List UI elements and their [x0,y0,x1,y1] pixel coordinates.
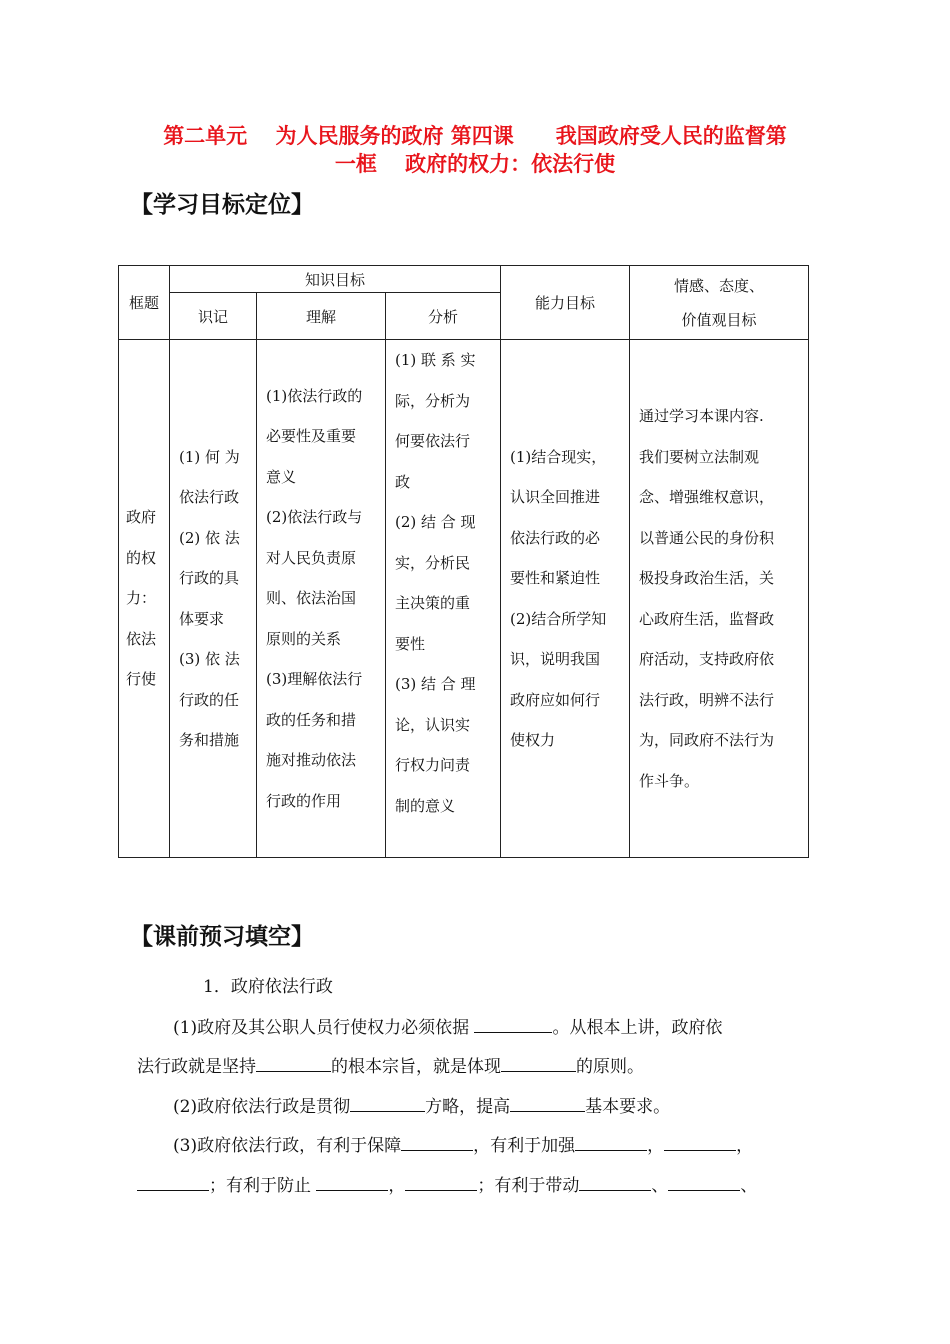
cell-line: 务和措施 [179,731,240,749]
cell-line: 政府 [126,508,157,527]
cell-line: 念、增强维权意识， [639,488,775,506]
cell-line: 以普通公民的身份积 [639,528,775,547]
cell-line: (1)结合现实， [510,447,607,466]
cell-line: (1)依法行政的 [266,386,363,405]
text-run: 、 [740,1176,758,1196]
cell-line: 实，分析民 [395,553,471,572]
cell-line: (2) 结 合 现 [395,513,476,531]
cell-line: 府活动，支持政府依 [639,650,775,668]
header-knowledge: 知识目标 [170,266,501,293]
cell-line: 的权 [126,548,157,567]
analyze-cell [386,340,501,858]
cell-line: (3) 依 法 [179,650,240,668]
text-run: 基本要求。 [585,1097,671,1117]
ability-cell [501,340,630,858]
cell-line: 行政的任 [179,690,240,709]
title-line-2: 一框 政府的权力：依法行使 [334,152,616,176]
emotion-cell [630,340,809,858]
ability-lines [501,437,629,761]
text-run: 的根本宗旨，就是体现 [331,1057,501,1077]
cell-line: 行使 [126,670,157,689]
preview-paragraph-5 [137,1172,757,1198]
cell-line: 极投身政治生活，关 [639,569,775,587]
preview-paragraph-4 [173,1132,753,1158]
cell-line: 政 [395,472,411,491]
cell-line: 法行政，明辨不法行 [639,690,775,709]
fill-blank[interactable] [664,1132,736,1151]
text-run: 的原则。 [576,1057,644,1077]
text-run: 方略，提高 [425,1097,511,1117]
header-memory: 识记 [170,293,257,340]
text-run: 、 [651,1176,669,1196]
header-understand: 理解 [257,293,386,340]
fill-blank[interactable] [579,1172,651,1191]
fill-blank[interactable] [510,1093,585,1112]
text-run: ；有利于防止 [209,1176,317,1196]
text-run: 。从根本上讲，政府依 [552,1018,723,1038]
cell-line: (2)结合所学知 [510,609,607,628]
cell-line: 政的任务和措 [266,710,357,729]
fill-blank[interactable] [501,1053,576,1072]
cell-line: 依法行政 [179,488,240,506]
cell-line: (2)依法行政与 [266,508,363,527]
fill-blank[interactable] [137,1172,209,1191]
preview-paragraph-2 [137,1053,644,1079]
cell-line: 依法行政的必 [510,528,601,547]
cell-line: (2) 依 法 [179,528,240,547]
cell-line: 主决策的重 [395,594,471,612]
text-run: ， [388,1176,406,1196]
cell-line: 体要求 [179,609,225,628]
cell-line: 制的意义 [395,796,456,815]
cell-line: 我们要树立法制观 [639,447,760,466]
section-heading-preview: 【课前预习填空】 [130,924,314,950]
header-analyze: 分析 [386,293,501,340]
cell-line: 行政的具 [179,569,240,587]
fill-blank[interactable] [474,1014,552,1033]
text-run: ， [736,1136,754,1156]
cell-line: 心政府生活，监督政 [639,609,775,628]
cell-line: 论，认识实 [395,715,471,734]
header-frame: 框题 [119,266,170,340]
text-run: ，有利于加强 [473,1136,576,1156]
fill-blank[interactable] [405,1172,477,1191]
preview-paragraph-3 [173,1093,670,1119]
cell-line: 必要性及重要 [266,427,357,446]
frame-title-lines [119,497,169,700]
header-emotion-line: 情感、态度、 [674,276,765,295]
text-run: ；有利于带动 [477,1176,580,1196]
section-heading-objectives: 【学习目标定位】 [130,192,314,218]
memory-lines [170,437,256,761]
cell-line: 为，同政府不法行为 [639,731,775,749]
objectives-table [118,265,809,858]
fill-blank[interactable] [575,1132,647,1151]
cell-line: 际，分析为 [395,391,471,410]
cell-line: 认识全回推进 [510,488,601,506]
header-ability: 能力目标 [501,266,630,340]
text-run: (1)政府及其公职人员行使权力必须依据 [173,1018,475,1038]
cell-line: 行权力问责 [395,756,471,774]
document-title [120,122,830,178]
cell-line: 对人民负责原 [266,548,357,567]
cell-line: 施对推动依法 [266,751,357,770]
text-run: 法行政就是坚持 [137,1057,256,1077]
text-run: (3)政府依法行政，有利于保障 [173,1136,402,1156]
analyze-lines [386,340,500,826]
header-emotion-line: 价值观目标 [681,310,757,329]
fill-blank[interactable] [256,1053,331,1072]
cell-line: 识，说明我国 [510,650,601,668]
fill-blank[interactable] [401,1132,473,1151]
cell-line: 使权力 [510,731,556,749]
cell-line: 依法 [126,629,157,648]
cell-line: 意义 [266,467,297,486]
text-run: ， [647,1136,665,1156]
fill-blank[interactable] [316,1172,388,1191]
frame-title-cell [119,340,170,858]
cell-line: 通过学习本课内容. [639,407,764,425]
cell-line: 行政的作用 [266,791,342,810]
text-run: (2)政府依法行政是贯彻 [173,1097,351,1117]
cell-line: 要性和紧迫性 [510,569,601,587]
preview-heading: 1．政府依法行政 [203,977,333,997]
header-emotion [630,266,809,340]
understand-cell [257,340,386,858]
cell-line: (3) 结 合 理 [395,675,476,693]
cell-line: 何要依法行 [395,432,471,450]
cell-line: 要性 [395,634,426,653]
cell-line: 作斗争。 [639,771,700,790]
cell-line: (3)理解依法行 [266,670,363,689]
cell-line: 原则的关系 [266,629,342,648]
title-line-1: 第二单元 为人民服务的政府 第四课 我国政府受人民的监督第 [163,124,787,148]
memory-cell [170,340,257,858]
fill-blank[interactable] [350,1093,425,1112]
cell-line: (1) 何 为 [179,447,240,466]
cell-line: 政府应如何行 [510,690,601,709]
emotion-lines [630,396,808,801]
preview-paragraph-1 [173,1014,722,1040]
cell-line: (1) 联 系 实 [395,351,476,369]
cell-line: 则、依法治国 [266,589,357,608]
cell-line: 力： [126,589,157,608]
fill-blank[interactable] [668,1172,740,1191]
understand-lines [257,376,385,822]
